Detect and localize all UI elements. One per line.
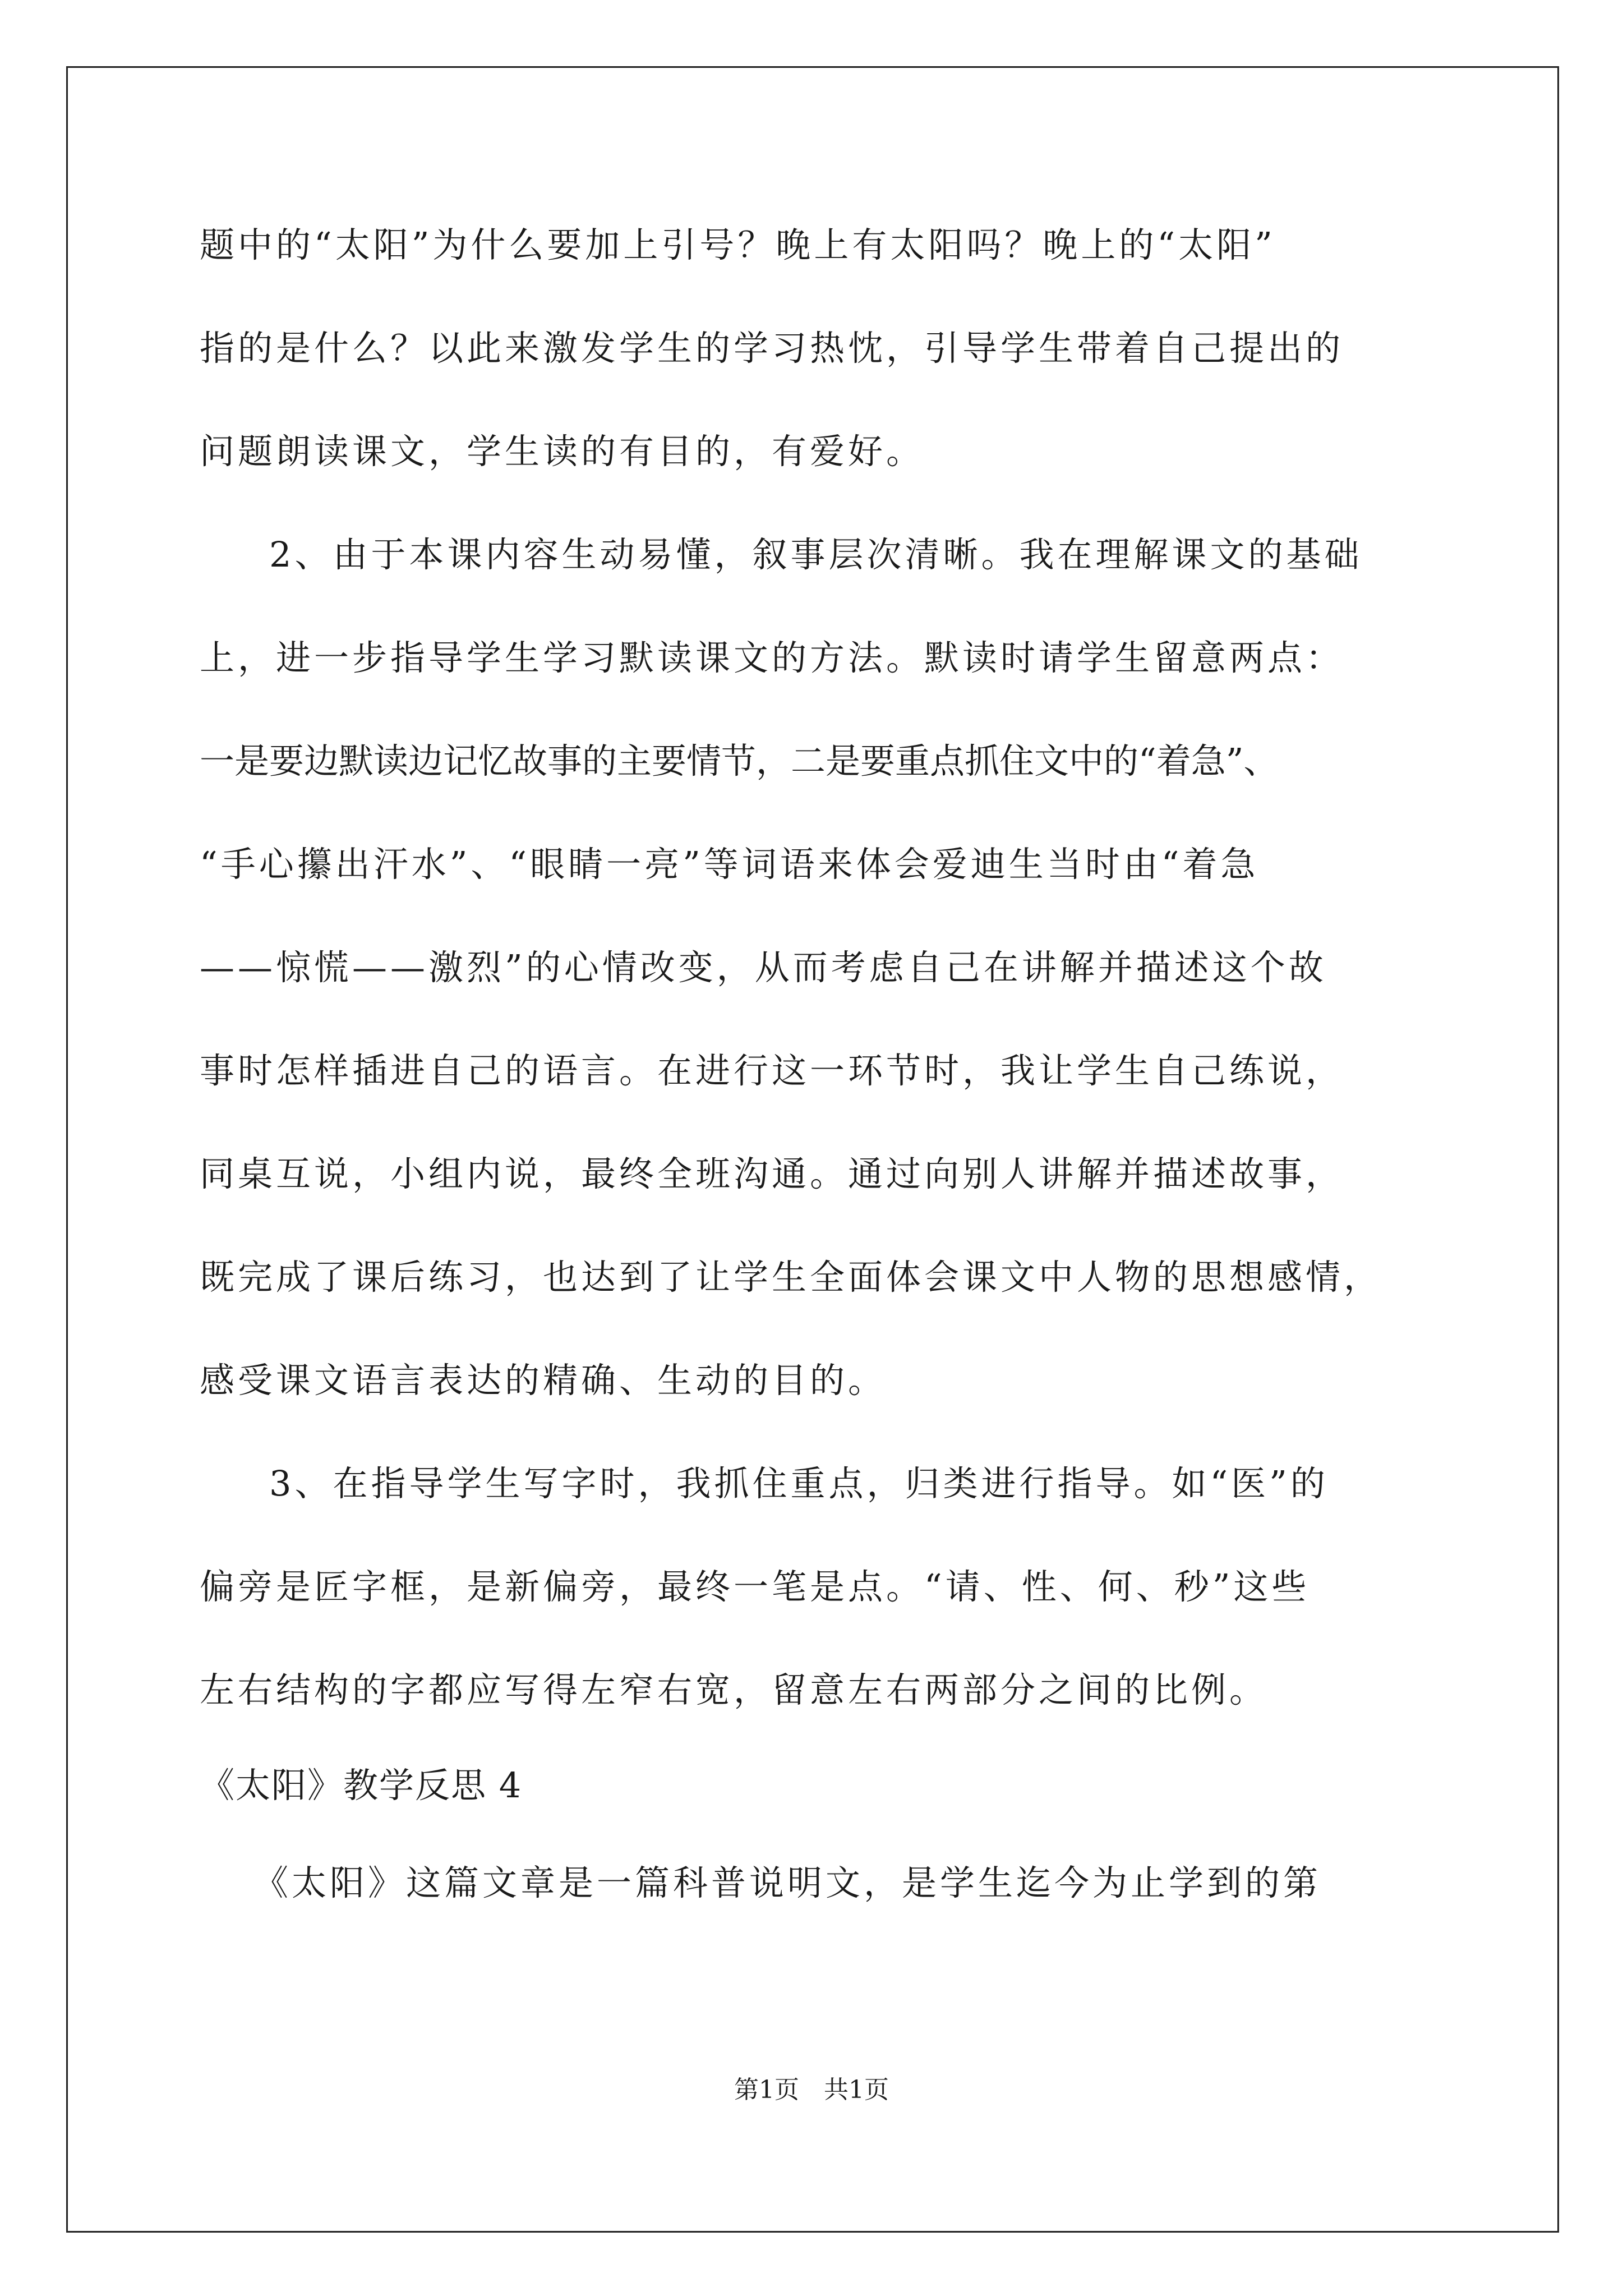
text-line: 偏旁是匠字框，是新偏旁，最终一笔是点。“请、性、何、秒”这些 — [200, 1566, 1310, 1607]
text-line: 问题朗读课文，学生读的有目的，有爱好。 — [200, 431, 925, 472]
text-line: 事时怎样插进自己的语言。在进行这一环节时，我让学生自己练说， — [200, 1050, 1344, 1091]
page-footer: 第1页 共1页 — [734, 2076, 889, 2104]
text-line: 2、由于本课内容生动易懂，叙事层次清晰。我在理解课文的基础 — [269, 534, 1363, 575]
text-line: ——惊慌——激烈”的心情改变，从而考虑自己在讲解并描述这个故 — [200, 947, 1327, 988]
text-line: 同桌互说，小组内说，最终全班沟通。通过向别人讲解并描述故事， — [200, 1153, 1344, 1194]
text-line: “手心攥出汗水”、“眼睛一亮”等词语来体会爱迪生当时由“着急 — [200, 844, 1259, 885]
text-line: 《太阳》这篇文章是一篇科普说明文，是学生迄今为止学到的第 — [253, 1862, 1322, 1903]
section-heading: 《太阳》教学反思 4 — [200, 1765, 523, 1806]
text-line: 感受课文语言表达的精确、生动的目的。 — [200, 1360, 887, 1401]
text-line: 指的是什么？以此来激发学生的学习热忱，引导学生带着自己提出的 — [200, 328, 1344, 369]
text-line: 左右结构的字都应写得左窄右宽，留意左右两部分之间的比例。 — [200, 1669, 1268, 1710]
text-line: 3、在指导学生写字时，我抓住重点，归类进行指导。如“医”的 — [269, 1463, 1329, 1504]
text-line: 一是要边默读边记忆故事的主要情节，二是要重点抓住文中的“着急”、 — [200, 740, 1279, 781]
text-line: 题中的“太阳”为什么要加上引号？晚上有太阳吗？晚上的“太阳” — [200, 224, 1276, 265]
text-line: 既完成了课后练习，也达到了让学生全面体会课文中人物的思想感情， — [200, 1257, 1382, 1297]
text-line: 上，进一步指导学生学习默读课文的方法。默读时请学生留意两点： — [200, 637, 1344, 678]
